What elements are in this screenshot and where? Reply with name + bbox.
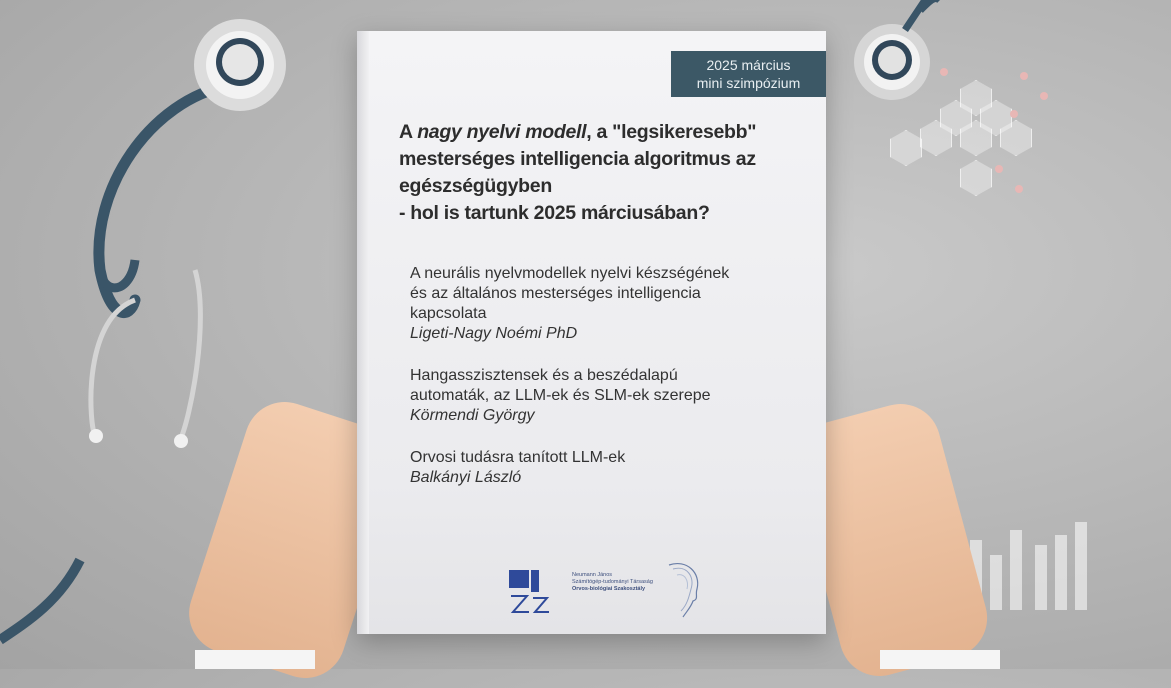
- symposium-flyer: [357, 31, 826, 634]
- badge-event: mini szimpózium: [696, 75, 801, 91]
- talk-title-line: automaták, az LLM-ek és SLM-ek szerepe: [410, 387, 711, 404]
- talk-speaker: Körmendi György: [410, 407, 535, 424]
- talk-title-line: Hangasszisztensek és a beszédalapú: [410, 367, 678, 384]
- flyer-spine: [357, 31, 369, 634]
- talk-item: [410, 264, 790, 344]
- njszt-logo: [507, 566, 555, 616]
- talk-title-line: Orvosi tudásra tanított LLM-ek: [410, 449, 626, 466]
- right-sleeve: [880, 650, 1000, 669]
- title-line-2: mesterséges intelligencia algoritmus az: [399, 148, 756, 170]
- talk-title-line: és az általános mesterséges intelligencia: [410, 285, 701, 302]
- title-rest: , a "legsikeresebb": [586, 121, 757, 143]
- title-line-4: - hol is tartunk 2025 márciusában?: [399, 202, 710, 224]
- title-emphasis: nagy nyelvi modell: [417, 121, 587, 143]
- title-line-3: egészségügyben: [399, 175, 552, 197]
- date-badge: [671, 51, 826, 97]
- talk-speaker: Ligeti-Nagy Noémi PhD: [410, 325, 578, 342]
- title-prefix: A: [399, 121, 418, 143]
- talk-title-line: kapcsolata: [410, 305, 487, 322]
- society-line-3: Orvos-biológiai Szakosztály: [572, 586, 646, 592]
- talk-speaker: Balkányi László: [410, 469, 522, 486]
- talk-title-line: A neurális nyelvmodellek nyelvi készségének: [410, 265, 730, 282]
- head-profile-icon: [657, 559, 705, 619]
- hexagon-network-decoration: [880, 60, 1080, 210]
- talk-list: [410, 264, 790, 510]
- flyer-title: [399, 119, 799, 227]
- society-line-2: Számítógép-tudományi Társaság: [572, 579, 653, 585]
- talk-item: [410, 448, 790, 488]
- talk-item: [410, 366, 790, 426]
- badge-date: 2025 március: [706, 57, 791, 73]
- left-sleeve: [195, 650, 315, 669]
- society-line-1: Neumann János: [572, 572, 613, 578]
